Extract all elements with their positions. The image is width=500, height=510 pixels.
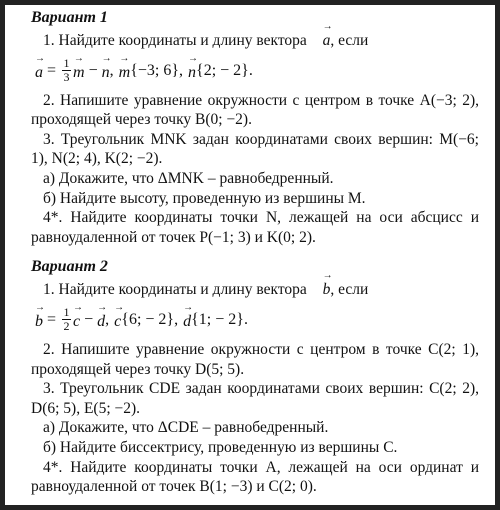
v1-fraction [62,57,71,84]
v1-fraction-num: 1 [63,56,70,71]
v2-formula-minus: − [80,311,98,329]
v1-task-3: 3. Треугольник MNK задан координатами своих вершин: M(−6; 1), N(2; 4), K(2; −2). [31,130,479,168]
v2-task-3b: б) Найдите биссектрису, проведенную из вершины C. [43,438,398,456]
v1-task-3a: а) Докажите, что ΔMNK – равнобедренный. [43,169,334,187]
v2-task-1-text: 1. Найдите координаты и длину вектора [43,281,307,299]
variant-1-title: Вариант 1 [31,9,108,26]
v2-formula-c: → c [114,310,121,330]
v1-formula-v2: → n [102,61,110,81]
v2-formula-v1: → c [73,310,80,330]
v2-formula [35,300,479,340]
v2-vector-b: → b [311,278,331,298]
v1-task-3b: б) Найдите высоту, проведенную из вершины M. [43,189,366,207]
v2-fraction-den: 2 [63,319,70,334]
variant-2 [31,257,479,496]
v2-formula-v2: → d [97,310,105,330]
v2-task-2: 2. Напишите уравнение окружности с центром в точке C(2; 1), проходящей через точку D(5; 5). [31,340,479,378]
v1-task-2: 2. Напишите уравнение окружности с центром в точке A(−3; 2), проходящей через точку B(0; −2). [31,91,479,129]
v1-fraction-den: 3 [63,70,70,85]
variant-1 [31,8,479,247]
v2-formula-eq: = [43,311,61,329]
v1-task-1 [31,29,479,51]
v2-fraction-num: 1 [63,305,70,320]
v2-task-1-if: , если [330,281,369,299]
v2-task-4: 4*. Найдите координаты точки A, лежащей на оси ординат и равноудаленной от точек B(1; −3) и C(2; 0). [31,458,479,496]
v1-task-1-if: , если [330,32,369,49]
v2-formula-comma2: , [174,311,179,329]
variant-2-title: Вариант 2 [31,258,108,276]
v2-formula-comma1: , [105,311,110,329]
v1-formula-lhs: → a [35,61,43,81]
v2-task-1 [31,278,479,300]
v2-task-3a: а) Докажите, что ΔCDE – равнобедренный. [43,419,329,437]
v1-formula-eq: = [43,61,61,79]
v1-formula-m: → m [119,61,131,81]
v1-formula-n-coords: {2; − 2}. [196,61,253,79]
v2-formula-d: → d [183,310,191,330]
v1-task-1-text: 1. Найдите координаты и длину вектора [43,32,307,49]
v1-formula-comma2: , [179,61,184,79]
v1-formula-m-coords: {−3; 6} [130,61,180,79]
v1-vector-a: → a [311,29,331,49]
v1-formula-minus: − [84,61,102,79]
v2-formula-lhs: → b [35,310,43,330]
v1-task-4: 4*. Найдите координаты точки N, лежащей на оси абсцисс и равноудаленной от точек P(−1; 3) и K(0; 2). [31,209,479,246]
v2-task-3: 3. Треугольник CDE задан координатами своих вершин: C(2; 2), D(6; 5), E(5; −2). [31,380,479,417]
v1-formula-comma1: , [109,61,114,79]
v1-formula [35,51,479,91]
v1-formula-n: → n [188,61,196,81]
v2-formula-d-coords: {1; − 2}. [191,311,248,329]
v2-formula-c-coords: {6; − 2} [121,311,175,329]
v2-fraction [62,306,71,333]
v1-formula-v1: → m [73,61,85,81]
